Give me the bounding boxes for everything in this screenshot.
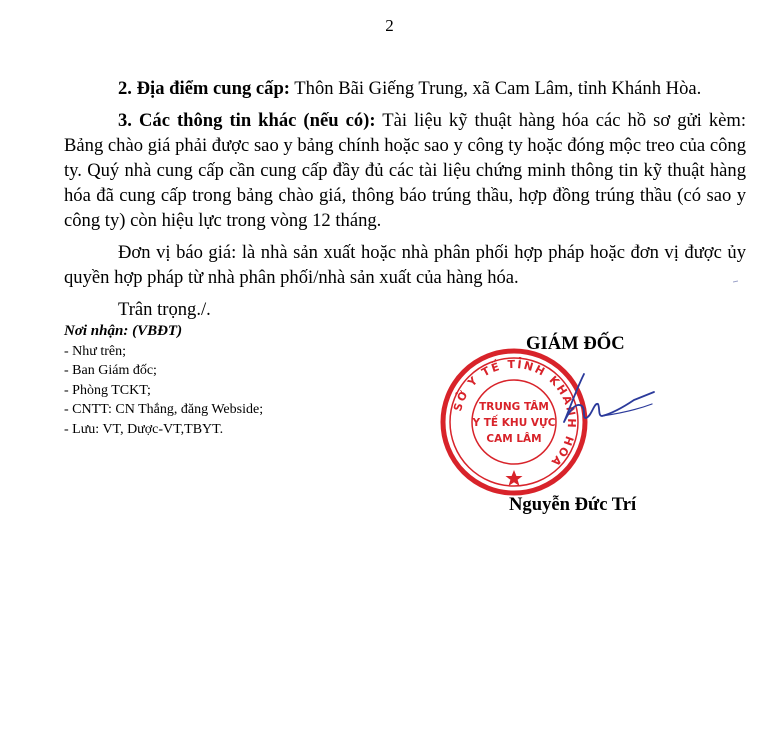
sign-off: Trân trọng./. bbox=[118, 299, 211, 320]
handwritten-signature bbox=[556, 370, 656, 428]
other-info-heading: 3. Các thông tin khác (nếu có): bbox=[118, 110, 376, 131]
recipients-heading: Nơi nhận: (VBĐT) bbox=[64, 323, 183, 339]
recipient-item: - Như trên; bbox=[64, 342, 394, 362]
svg-text:CAM LÂM: CAM LÂM bbox=[486, 433, 542, 445]
delivery-location-paragraph bbox=[64, 76, 746, 101]
quote-unit-paragraph: Đơn vị báo giá: là nhà sản xuất hoặc nhà phân phối hợp pháp hoặc đơn vị được ủy quyền hợp pháp từ nhà phân phối/nhà sản xuất của hàng hóa. bbox=[64, 242, 746, 288]
recipient-item: - Lưu: VT, Dược-VT,TBYT. bbox=[64, 420, 394, 440]
recipient-item: - Ban Giám đốc; bbox=[64, 361, 394, 381]
page-number: 2 bbox=[385, 16, 394, 35]
delivery-location-text: Thôn Bãi Giếng Trung, xã Cam Lâm, tỉnh Khánh Hòa. bbox=[290, 78, 702, 99]
svg-text:TRUNG TÂM: TRUNG TÂM bbox=[479, 401, 549, 413]
svg-text:Y TẾ KHU VỰC: Y TẾ KHU VỰC bbox=[472, 417, 556, 429]
scan-mark bbox=[733, 280, 738, 284]
recipient-item: - Phòng TCKT; bbox=[64, 381, 394, 401]
recipients-block bbox=[64, 322, 394, 439]
recipients-list bbox=[64, 342, 394, 440]
other-info-text: Tài liệu kỹ thuật hàng hóa các hồ sơ gửi kèm: Bảng chào giá phải được sao y bảng chính hoặc sao y công ty hoặc đóng mộc treo của công ty. Quý nhà cung cấp cần cung cấp đầy đủ các tài liệu chứng minh thông tin kỹ thuật hàng hóa đã cung cấp trong bảng chào giá, thông báo trúng thầu, hợp đồng trúng thầu (có sao y công ty) còn hiệu lực trong vòng 12 tháng. bbox=[64, 110, 747, 231]
signer-name: Nguyễn Đức Trí bbox=[509, 494, 637, 515]
document-body bbox=[64, 76, 746, 329]
director-title: GIÁM ĐỐC bbox=[526, 333, 625, 354]
recipient-item: - CNTT: CN Thắng, đăng Webside; bbox=[64, 400, 394, 420]
svg-text:SỞ Y TẾ TỈNH KHÁNH HÒA: SỞ Y TẾ TỈNH KHÁNH HÒA bbox=[451, 357, 579, 470]
delivery-location-heading: 2. Địa điểm cung cấp: bbox=[118, 78, 290, 99]
other-info-paragraph bbox=[64, 108, 746, 233]
